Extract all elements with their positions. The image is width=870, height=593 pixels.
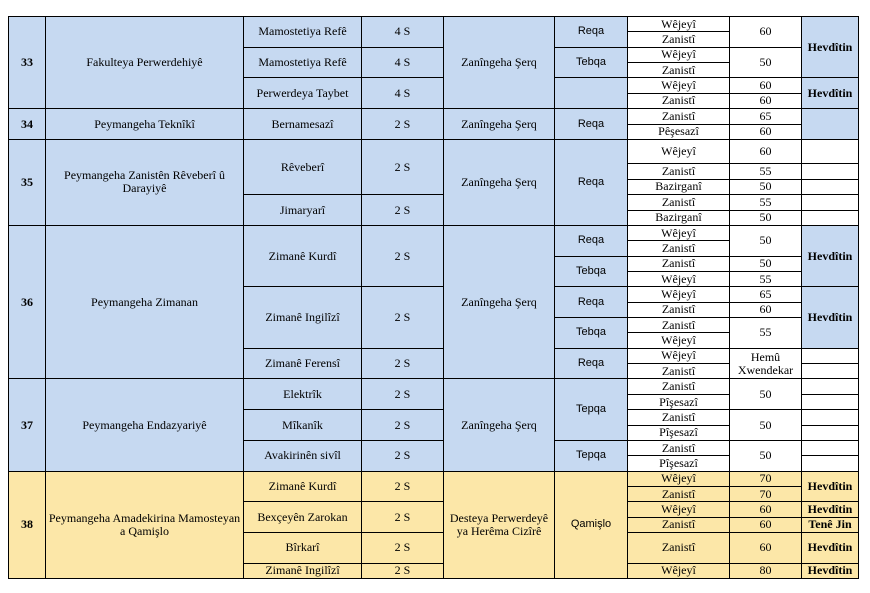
table-cell: Reqa [555,225,628,256]
table-cell: Mamostetiya Refê [244,17,362,48]
table-cell: Zanistî [628,32,730,47]
table-cell: 50 [730,210,802,225]
table-cell: 2 S [362,109,444,140]
table-cell: Hevdîtin [802,471,859,502]
table-cell: Zanistî [628,241,730,256]
table-cell: Wêjeyî [628,333,730,348]
table-cell: Pîşesazî [628,394,730,409]
table-cell: 60 [730,302,802,317]
table-cell: 4 S [362,78,444,109]
table-cell: 2 S [362,533,444,564]
table-cell: 50 [730,440,802,471]
table-cell: Wêjeyî [628,287,730,302]
table-cell: 65 [730,109,802,124]
table-cell: 2 S [362,502,444,533]
table-cell: Wêjeyî [628,139,730,164]
table-cell: Hevdîtin [802,78,859,109]
table-cell: Reqa [555,109,628,140]
table-cell: 60 [730,17,802,48]
table-cell: Elektrîk [244,379,362,410]
table-cell: 50 [730,410,802,441]
table-cell: 2 S [362,440,444,471]
table-cell: 50 [730,256,802,271]
table-cell: Tebqa [555,47,628,78]
table-cell: 70 [730,486,802,501]
table-cell: Zanistî [628,364,730,379]
table-cell: Zanistî [628,440,730,455]
table-cell [802,139,859,164]
table-cell: 55 [730,271,802,286]
table-cell: 60 [730,139,802,164]
table-cell: Tebqa [555,318,628,349]
table-cell: 50 [730,47,802,78]
table-cell: Tebqa [555,256,628,287]
table-row [9,471,859,486]
table-cell: Zanistî [628,517,730,532]
table-cell [802,456,859,471]
row-number: 34 [9,109,46,140]
table-row [9,225,859,240]
table-cell: Zanîngeha Şerq [444,109,555,140]
table-cell: Zanistî [628,195,730,210]
table-cell: Zanistî [628,486,730,501]
table-cell: 70 [730,471,802,486]
table-cell: 55 [730,195,802,210]
table-cell [802,195,859,210]
table-cell: Perwerdeya Taybet [244,78,362,109]
admissions-table [8,16,859,579]
table-cell: 60 [730,124,802,139]
table-cell: Hevdîtin [802,17,859,78]
table-cell: 2 S [362,348,444,379]
table-cell: Wêjeyî [628,471,730,486]
table-cell: Tepqa [555,379,628,440]
table-cell: Reqa [555,348,628,379]
table-cell: 2 S [362,471,444,502]
table-cell: Zanistî [628,164,730,179]
table-cell: Avakirinên sivîl [244,440,362,471]
table-cell: Reqa [555,139,628,225]
table-cell [802,410,859,425]
table-cell [802,379,859,394]
table-cell: Pîşesazî [628,425,730,440]
table-cell: 50 [730,379,802,410]
table-cell: Zimanê Kurdî [244,225,362,286]
table-cell: 4 S [362,17,444,48]
table-cell: 60 [730,533,802,564]
table-cell: Wêjeyî [628,271,730,286]
table-cell [802,425,859,440]
table-cell: Pêşesazî [628,124,730,139]
faculty-name: Peymangeha Teknîkî [46,109,244,140]
table-row [9,379,859,394]
table-cell: Zanîngeha Şerq [444,225,555,379]
table-cell: Mîkanîk [244,410,362,441]
table-cell: 60 [730,93,802,108]
table-cell: Jimaryarî [244,195,362,226]
table-cell: Zanistî [628,93,730,108]
table-row [9,109,859,124]
table-cell: Zanistî [628,302,730,317]
table-cell [802,109,859,140]
table-cell: Wêjeyî [628,563,730,578]
table-cell: 4 S [362,47,444,78]
table-cell: Zimanê Ingilîzî [244,287,362,348]
table-cell: Wêjeyî [628,502,730,517]
table-row [9,139,859,164]
table-cell: Zanîngeha Şerq [444,139,555,225]
table-cell [802,164,859,179]
table-cell [802,210,859,225]
table-cell: Zanîngeha Şerq [444,379,555,471]
table-cell: 50 [730,179,802,194]
table-cell: Pîşesazî [628,456,730,471]
table-cell [555,78,628,109]
table-cell: Bernamesazî [244,109,362,140]
table-cell: Zanistî [628,533,730,564]
table-cell: Zanistî [628,318,730,333]
table-cell: 2 S [362,287,444,348]
faculty-name: Peymangeha Amadekirina Mamosteyan a Qamişlo [46,471,244,579]
table-cell: Bazirganî [628,210,730,225]
table-cell [802,364,859,379]
table-cell: Zimanê Ingilîzî [244,563,362,578]
table-cell: 60 [730,78,802,93]
table-cell: 2 S [362,225,444,286]
table-cell: Tenê Jin [802,517,859,532]
row-number: 35 [9,139,46,225]
row-number: 33 [9,17,46,109]
table-cell: Hemû Xwendekar [730,348,802,379]
table-cell: 55 [730,318,802,349]
row-number: 37 [9,379,46,471]
table-cell: Mamostetiya Refê [244,47,362,78]
table-cell: Zimanê Ferensî [244,348,362,379]
table-cell: 55 [730,164,802,179]
table-cell: Wêjeyî [628,225,730,240]
table-cell: Reqa [555,287,628,318]
table-cell: 2 S [362,379,444,410]
table-cell [802,394,859,409]
table-cell: Hevdîtin [802,502,859,517]
table-cell: 50 [730,225,802,256]
faculty-name: Fakulteya Perwerdehiyê [46,17,244,109]
table-cell: Reqa [555,17,628,48]
table-cell: Zanîngeha Şerq [444,17,555,109]
table-cell: 2 S [362,410,444,441]
table-cell: Tepqa [555,440,628,471]
table-cell: Zanistî [628,63,730,78]
row-number: 38 [9,471,46,579]
table-cell [802,179,859,194]
table-cell: 2 S [362,195,444,226]
table-cell: 80 [730,563,802,578]
table-cell: Wêjeyî [628,78,730,93]
table-cell: Hevdîtin [802,287,859,348]
table-cell: Zimanê Kurdî [244,471,362,502]
table-cell: Hevdîtin [802,533,859,564]
table-cell: Hevdîtin [802,225,859,286]
table-cell: Bîrkarî [244,533,362,564]
table-cell: 65 [730,287,802,302]
table-cell: Zanistî [628,109,730,124]
table-cell: Wêjeyî [628,47,730,62]
table-cell: 60 [730,502,802,517]
table-cell: Rêveberî [244,139,362,194]
faculty-name: Peymangeha Endazyariyê [46,379,244,471]
table-cell: Hevdîtin [802,563,859,578]
table-cell: Zanistî [628,379,730,394]
row-number: 36 [9,225,46,379]
table-cell: Zanistî [628,256,730,271]
table-cell: 2 S [362,139,444,194]
table-cell: Wêjeyî [628,348,730,363]
table-cell [802,348,859,363]
table-cell: Wêjeyî [628,17,730,32]
table-row [9,17,859,32]
table-cell: Bexçeyên Zarokan [244,502,362,533]
table-cell: Zanistî [628,410,730,425]
faculty-name: Peymangeha Zimanan [46,225,244,379]
table-cell: Bazirganî [628,179,730,194]
faculty-name: Peymangeha Zanistên Rêveberî û Darayiyê [46,139,244,225]
table-cell: Qamişlo [555,471,628,579]
table-cell [802,440,859,455]
table-cell: Desteya Perwerdeyê ya Herêma Cizîrê [444,471,555,579]
table-cell: 60 [730,517,802,532]
table-cell: 2 S [362,563,444,578]
